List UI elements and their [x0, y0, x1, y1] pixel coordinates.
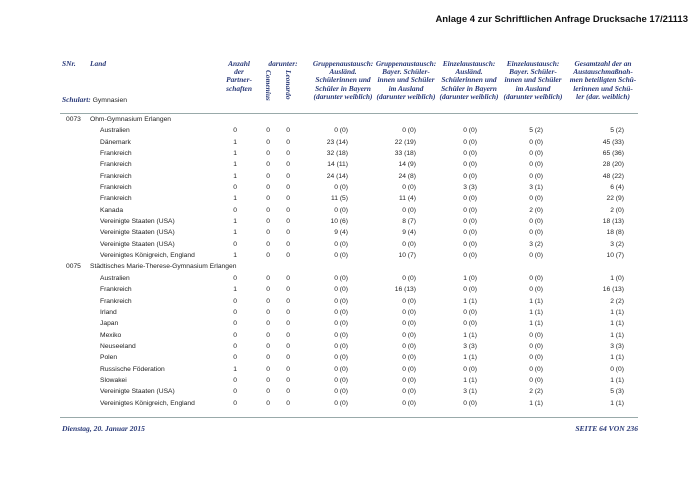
country-cell: Russische Föderation: [100, 365, 165, 373]
total-cell: 65 (36): [602, 150, 624, 158]
group-bavarian-cell: 8 (7): [402, 218, 416, 226]
group-bavarian-cell: 0 (0): [402, 320, 416, 328]
country-cell: Frankreich: [100, 161, 132, 169]
table-row: [0, 318, 700, 329]
group-bavarian-cell: 0 (0): [402, 365, 416, 373]
leonardo-cell: 0: [286, 229, 290, 237]
comenius-cell: 0: [266, 320, 270, 328]
table-row: [0, 137, 700, 148]
individual-bavarian-cell: 3 (2): [529, 240, 543, 248]
footer-page-number: SEITE 64 VON 236: [575, 424, 638, 433]
country-cell: Kanada: [100, 206, 124, 214]
comenius-cell: 0: [266, 206, 270, 214]
group-bavarian-cell: 0 (0): [402, 388, 416, 396]
total-cell: 0 (0): [610, 365, 624, 373]
country-cell: Vereinigtes Königreich, England: [100, 252, 195, 260]
individual-bavarian-cell: 0 (0): [529, 274, 543, 282]
total-cell: 1 (1): [610, 376, 624, 384]
header-leonardo: Leonardo: [284, 70, 294, 100]
group-foreign-cell: 0 (0): [334, 388, 348, 396]
total-cell: 45 (33): [602, 138, 624, 146]
group-bavarian-cell: 0 (0): [402, 297, 416, 305]
group-bavarian-cell: 0 (0): [402, 184, 416, 192]
country-cell: Frankreich: [100, 172, 132, 180]
group-bavarian-cell: 14 (9): [398, 161, 416, 169]
country-cell: Vereinigte Staaten (USA): [100, 388, 175, 396]
table-row: [0, 398, 700, 409]
individual-bavarian-cell: 5 (2): [529, 127, 543, 135]
header-gesamtzahl: Gesamtzahl der an Austauschmaßnah- men beteiligten Schü- lerinnen und Schü- ler (dar. weiblich): [569, 59, 637, 101]
group-bavarian-cell: 0 (0): [402, 206, 416, 214]
group-bavarian-cell: 0 (0): [402, 274, 416, 282]
table-row: [0, 296, 700, 307]
partnerships-cell: 1: [233, 365, 237, 373]
comenius-cell: 0: [266, 274, 270, 282]
comenius-cell: 0: [266, 342, 270, 350]
table-row: [0, 330, 700, 341]
country-cell: Mexiko: [100, 331, 122, 339]
partnerships-cell: 0: [233, 184, 237, 192]
country-cell: Neuseeland: [100, 342, 136, 350]
partnerships-cell: 0: [233, 331, 237, 339]
individual-foreign-cell: 0 (0): [463, 172, 477, 180]
individual-bavarian-cell: 0 (0): [529, 172, 543, 180]
table-row: [0, 239, 700, 250]
group-bavarian-cell: 11 (4): [399, 195, 416, 203]
table-row: [0, 386, 700, 397]
table-row: [0, 216, 700, 227]
header-einzel-ausland: Einzelaustausch: Ausländ. Schülerinnen und Schüler in Bayern (darunter weiblich): [439, 59, 499, 101]
comenius-cell: 0: [266, 308, 270, 316]
group-foreign-cell: 0 (0): [334, 308, 348, 316]
comenius-cell: 0: [266, 252, 270, 260]
group-foreign-cell: 14 (11): [327, 161, 348, 169]
footer-date: Dienstag, 20. Januar 2015: [62, 424, 145, 433]
comenius-cell: 0: [266, 297, 270, 305]
schulart-label: Schulart:: [62, 95, 91, 104]
header-anzahl: Anzahl der Partner- schaften: [226, 59, 252, 93]
partnerships-cell: 1: [233, 286, 237, 294]
individual-foreign-cell: 0 (0): [463, 229, 477, 237]
individual-bavarian-cell: 1 (1): [529, 399, 543, 407]
group-foreign-cell: 0 (0): [334, 274, 348, 282]
comenius-cell: 0: [266, 150, 270, 158]
table-row: [0, 159, 700, 170]
table-row: [0, 182, 700, 193]
group-foreign-cell: 0 (0): [334, 354, 348, 362]
country-cell: Frankreich: [100, 286, 132, 294]
individual-bavarian-cell: 2 (0): [529, 206, 543, 214]
header-snr: SNr.: [62, 59, 76, 68]
partnerships-cell: 0: [233, 342, 237, 350]
individual-foreign-cell: 1 (1): [463, 376, 477, 384]
total-cell: 3 (3): [610, 342, 624, 350]
country-cell: Vereinigte Staaten (USA): [100, 229, 175, 237]
school-number: 0075: [66, 263, 81, 271]
total-cell: 28 (20): [602, 161, 624, 169]
group-bavarian-cell: 0 (0): [402, 354, 416, 362]
country-cell: Australien: [100, 127, 130, 135]
partnerships-cell: 0: [233, 240, 237, 248]
partnerships-cell: 1: [233, 161, 237, 169]
individual-foreign-cell: 3 (3): [463, 342, 477, 350]
individual-foreign-cell: 1 (1): [463, 297, 477, 305]
table-row: [0, 227, 700, 238]
country-cell: Frankreich: [100, 297, 132, 305]
individual-bavarian-cell: 0 (0): [529, 331, 543, 339]
individual-bavarian-cell: 0 (0): [529, 195, 543, 203]
individual-bavarian-cell: 0 (0): [529, 161, 543, 169]
table-row: [0, 205, 700, 216]
leonardo-cell: 0: [286, 184, 290, 192]
individual-foreign-cell: 1 (0): [463, 274, 477, 282]
individual-bavarian-cell: 0 (0): [529, 150, 543, 158]
country-cell: Frankreich: [100, 150, 132, 158]
leonardo-cell: 0: [286, 331, 290, 339]
individual-bavarian-cell: 0 (0): [529, 342, 543, 350]
group-foreign-cell: 10 (6): [330, 218, 348, 226]
table-row: [0, 148, 700, 159]
partnerships-cell: 0: [233, 297, 237, 305]
header-darunter: darunter:: [268, 59, 298, 68]
partnerships-cell: 0: [233, 127, 237, 135]
total-cell: 3 (2): [610, 240, 624, 248]
comenius-cell: 0: [266, 218, 270, 226]
group-foreign-cell: 0 (0): [334, 376, 348, 384]
individual-foreign-cell: 0 (0): [463, 252, 477, 260]
individual-bavarian-cell: 0 (0): [529, 138, 543, 146]
partnerships-cell: 0: [233, 308, 237, 316]
leonardo-cell: 0: [286, 354, 290, 362]
comenius-cell: 0: [266, 399, 270, 407]
table-row: [0, 171, 700, 182]
table-row: [0, 125, 700, 136]
comenius-cell: 0: [266, 286, 270, 294]
comenius-cell: 0: [266, 184, 270, 192]
individual-bavarian-cell: 2 (2): [529, 388, 543, 396]
header-gruppen-bayer: Gruppenaustausch: Bayer. Schüler- innen und Schüler im Ausland (darunter weiblich): [375, 59, 437, 101]
document-title: Anlage 4 zur Schriftlichen Anfrage Drucksache 17/21113: [435, 14, 688, 25]
partnerships-cell: 0: [233, 388, 237, 396]
group-bavarian-cell: 0 (0): [402, 308, 416, 316]
group-foreign-cell: 24 (14): [326, 172, 348, 180]
partnerships-cell: 0: [233, 274, 237, 282]
table-header: [0, 58, 700, 114]
group-bavarian-cell: 33 (18): [394, 150, 416, 158]
school-name: Städtisches Marie-Therese-Gymnasium Erlangen: [90, 263, 237, 271]
leonardo-cell: 0: [286, 376, 290, 384]
individual-foreign-cell: 1 (1): [463, 331, 477, 339]
group-foreign-cell: 0 (0): [334, 399, 348, 407]
group-bavarian-cell: 24 (8): [398, 172, 416, 180]
partnerships-cell: 1: [233, 195, 237, 203]
group-foreign-cell: 0 (0): [334, 240, 348, 248]
total-cell: 5 (3): [610, 388, 624, 396]
total-cell: 1 (1): [610, 399, 624, 407]
leonardo-cell: 0: [286, 388, 290, 396]
individual-foreign-cell: 0 (0): [463, 399, 477, 407]
group-foreign-cell: 0 (0): [334, 286, 348, 294]
comenius-cell: 0: [266, 195, 270, 203]
group-foreign-cell: 0 (0): [334, 184, 348, 192]
table-body: [0, 114, 700, 409]
comenius-cell: 0: [266, 354, 270, 362]
total-cell: 5 (2): [610, 127, 624, 135]
individual-foreign-cell: 1 (1): [463, 354, 477, 362]
table-row: [0, 352, 700, 363]
group-foreign-cell: 32 (18): [326, 150, 348, 158]
partnerships-cell: 1: [233, 150, 237, 158]
group-bavarian-cell: 0 (0): [402, 240, 416, 248]
comenius-cell: 0: [266, 376, 270, 384]
leonardo-cell: 0: [286, 308, 290, 316]
country-cell: Vereinigte Staaten (USA): [100, 218, 175, 226]
country-cell: Dänemark: [100, 138, 131, 146]
comenius-cell: 0: [266, 161, 270, 169]
total-cell: 2 (0): [610, 206, 624, 214]
total-cell: 10 (7): [606, 252, 624, 260]
country-cell: Australien: [100, 274, 130, 282]
group-bavarian-cell: 16 (13): [394, 286, 416, 294]
country-cell: Japan: [100, 320, 119, 328]
group-bavarian-cell: 22 (19): [394, 138, 416, 146]
table-row: [0, 250, 700, 261]
comenius-cell: 0: [266, 240, 270, 248]
leonardo-cell: 0: [286, 297, 290, 305]
school-row: [0, 114, 700, 125]
total-cell: 2 (2): [610, 297, 624, 305]
comenius-cell: 0: [266, 172, 270, 180]
group-foreign-cell: 11 (5): [331, 195, 348, 203]
partnerships-cell: 1: [233, 138, 237, 146]
table-row: [0, 273, 700, 284]
header-gruppen-ausland: Gruppenaustausch: Ausländ. Schülerinnen und Schüler in Bayern (darunter weiblich): [312, 59, 374, 101]
leonardo-cell: 0: [286, 286, 290, 294]
leonardo-cell: 0: [286, 399, 290, 407]
school-row: [0, 261, 700, 272]
school-number: 0073: [66, 116, 81, 123]
individual-foreign-cell: 0 (0): [463, 150, 477, 158]
group-bavarian-cell: 10 (7): [398, 252, 416, 260]
group-foreign-cell: 0 (0): [334, 320, 348, 328]
table-row: [0, 284, 700, 295]
individual-foreign-cell: 0 (0): [463, 161, 477, 169]
partnerships-cell: 1: [233, 172, 237, 180]
country-cell: Frankreich: [100, 195, 132, 203]
leonardo-cell: 0: [286, 172, 290, 180]
table-row: [0, 193, 700, 204]
group-foreign-cell: 0 (0): [334, 206, 348, 214]
partnerships-cell: 0: [233, 376, 237, 384]
individual-bavarian-cell: 0 (0): [529, 218, 543, 226]
total-cell: 1 (1): [610, 308, 624, 316]
total-cell: 6 (4): [610, 184, 624, 192]
group-bavarian-cell: 0 (0): [402, 399, 416, 407]
leonardo-cell: 0: [286, 206, 290, 214]
leonardo-cell: 0: [286, 150, 290, 158]
leonardo-cell: 0: [286, 274, 290, 282]
group-bavarian-cell: 0 (0): [402, 342, 416, 350]
group-bavarian-cell: 0 (0): [402, 127, 416, 135]
schulart-value: Gymnasien: [92, 97, 128, 104]
individual-foreign-cell: 0 (0): [463, 138, 477, 146]
group-foreign-cell: 23 (14): [326, 138, 348, 146]
individual-bavarian-cell: 0 (0): [529, 286, 543, 294]
total-cell: 22 (9): [606, 195, 624, 203]
individual-bavarian-cell: 0 (0): [529, 376, 543, 384]
header-einzel-bayer: Einzelaustausch: Bayer. Schüler- innen und Schüler im Ausland (darunter weiblich): [503, 59, 563, 101]
partnerships-cell: 1: [233, 229, 237, 237]
leonardo-cell: 0: [286, 342, 290, 350]
individual-foreign-cell: 0 (0): [463, 365, 477, 373]
footer-divider: [60, 417, 638, 418]
comenius-cell: 0: [266, 229, 270, 237]
comenius-cell: 0: [266, 138, 270, 146]
total-cell: 18 (8): [606, 229, 624, 237]
leonardo-cell: 0: [286, 218, 290, 226]
country-cell: Vereinigtes Königreich, England: [100, 399, 195, 407]
individual-bavarian-cell: 0 (0): [529, 229, 543, 237]
leonardo-cell: 0: [286, 320, 290, 328]
comenius-cell: 0: [266, 127, 270, 135]
group-foreign-cell: 0 (0): [334, 297, 348, 305]
leonardo-cell: 0: [286, 252, 290, 260]
comenius-cell: 0: [266, 388, 270, 396]
individual-foreign-cell: 0 (0): [463, 206, 477, 214]
individual-bavarian-cell: 0 (0): [529, 252, 543, 260]
group-foreign-cell: 0 (0): [334, 342, 348, 350]
leonardo-cell: 0: [286, 240, 290, 248]
table-row: [0, 375, 700, 386]
individual-bavarian-cell: 1 (1): [529, 320, 543, 328]
individual-foreign-cell: 0 (0): [463, 320, 477, 328]
group-bavarian-cell: 0 (0): [402, 376, 416, 384]
individual-foreign-cell: 3 (1): [463, 388, 477, 396]
partnerships-cell: 1: [233, 218, 237, 226]
group-bavarian-cell: 0 (0): [402, 331, 416, 339]
individual-foreign-cell: 3 (3): [463, 184, 477, 192]
school-name: Ohm-Gymnasium Erlangen: [90, 116, 172, 123]
country-cell: Irland: [100, 308, 117, 316]
total-cell: 48 (22): [602, 172, 624, 180]
leonardo-cell: 0: [286, 365, 290, 373]
individual-foreign-cell: 0 (0): [463, 308, 477, 316]
country-cell: Vereinigte Staaten (USA): [100, 240, 175, 248]
country-cell: Polen: [100, 354, 118, 362]
header-land: Land: [90, 59, 107, 68]
header-schulart: [62, 96, 127, 105]
total-cell: 1 (1): [610, 320, 624, 328]
individual-bavarian-cell: 0 (0): [529, 365, 543, 373]
individual-foreign-cell: 0 (0): [463, 127, 477, 135]
comenius-cell: 0: [266, 331, 270, 339]
individual-foreign-cell: 0 (0): [463, 218, 477, 226]
comenius-cell: 0: [266, 365, 270, 373]
partnerships-cell: 0: [233, 206, 237, 214]
group-foreign-cell: 0 (0): [334, 127, 348, 135]
total-cell: 1 (1): [610, 354, 624, 362]
total-cell: 18 (13): [602, 218, 624, 226]
partnerships-cell: 0: [233, 320, 237, 328]
individual-bavarian-cell: 3 (1): [529, 184, 543, 192]
total-cell: 1 (1): [610, 331, 624, 339]
group-foreign-cell: 0 (0): [334, 365, 348, 373]
individual-bavarian-cell: 1 (1): [529, 297, 543, 305]
leonardo-cell: 0: [286, 195, 290, 203]
leonardo-cell: 0: [286, 161, 290, 169]
partnerships-cell: 1: [233, 252, 237, 260]
partnerships-cell: 0: [233, 354, 237, 362]
table-row: [0, 364, 700, 375]
individual-foreign-cell: 0 (0): [463, 286, 477, 294]
partnerships-cell: 0: [233, 399, 237, 407]
group-foreign-cell: 0 (0): [334, 252, 348, 260]
group-foreign-cell: 0 (0): [334, 331, 348, 339]
individual-foreign-cell: 0 (0): [463, 240, 477, 248]
country-cell: Frankreich: [100, 184, 132, 192]
group-bavarian-cell: 9 (4): [402, 229, 416, 237]
total-cell: 1 (0): [610, 274, 624, 282]
group-foreign-cell: 9 (4): [334, 229, 348, 237]
individual-bavarian-cell: 1 (1): [529, 308, 543, 316]
table-row: [0, 341, 700, 352]
leonardo-cell: 0: [286, 127, 290, 135]
individual-foreign-cell: 0 (0): [463, 195, 477, 203]
header-comenius: Comenius: [264, 70, 274, 101]
country-cell: Slowakei: [100, 376, 127, 384]
individual-bavarian-cell: 0 (0): [529, 354, 543, 362]
leonardo-cell: 0: [286, 138, 290, 146]
table-row: [0, 307, 700, 318]
total-cell: 16 (13): [602, 286, 624, 294]
